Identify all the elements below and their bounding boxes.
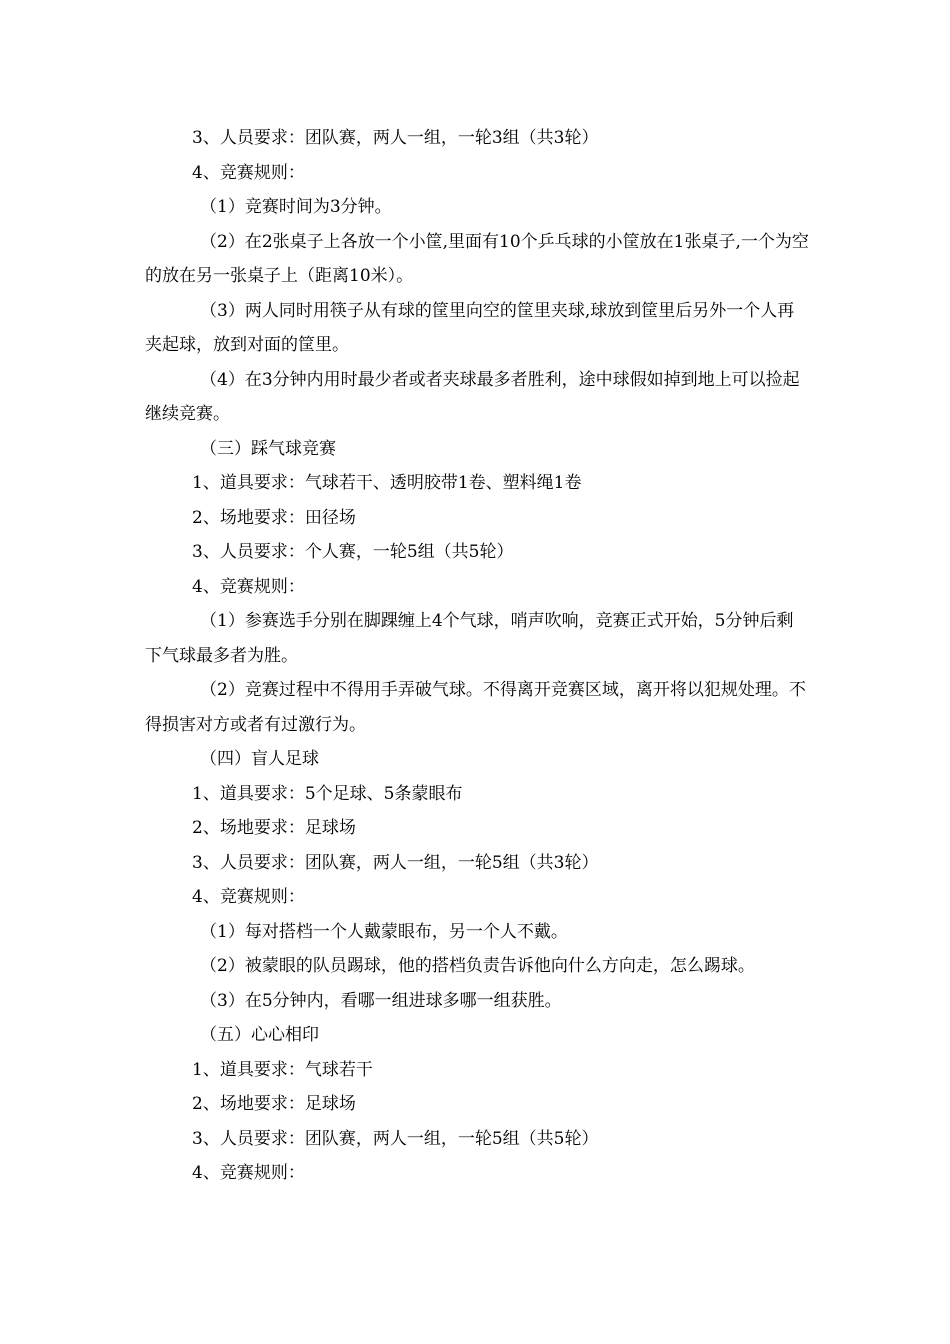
paragraph: 2、场地要求：田径场: [192, 507, 356, 528]
paragraph: （2）被蒙眼的队员踢球，他的搭档负责告诉他向什么方向走，怎么踢球。: [200, 956, 755, 976]
paragraph: （4）在3分钟内用时最少者或者夹球最多者胜利，途中球假如掉到地上可以捡起继续竞赛。: [145, 369, 800, 424]
paragraph: （四）盲人足球: [200, 749, 319, 769]
paragraph: （2）在2张桌子上各放一个小筐,里面有10个乒乓球的小筐放在1张桌子,一个为空的放在另一张桌子上（距离10米）。: [145, 231, 809, 286]
paragraph: 4、竞赛规则：: [192, 887, 305, 907]
paragraph: 4、竞赛规则：: [192, 162, 305, 183]
paragraph: （三）踩气球竞赛: [200, 438, 336, 459]
paragraph: （五）心心相印: [200, 1025, 319, 1045]
paragraph: 2、场地要求：足球场: [192, 1094, 356, 1114]
paragraph: 1、道具要求：5个足球、5条蒙眼布: [192, 783, 463, 804]
paragraph: 1、道具要求：气球若干: [192, 1059, 373, 1080]
paragraph: 4、竞赛规则：: [192, 576, 305, 597]
paragraph: （3）在5分钟内，看哪一组进球多哪一组获胜。: [200, 990, 562, 1011]
paragraph: （1）每对搭档一个人戴蒙眼布，另一个人不戴。: [200, 921, 568, 942]
paragraph: （1）参赛选手分别在脚踝缠上4个气球，哨声吹响，竞赛正式开始，5分钟后剩下气球最多者为胜。: [145, 611, 794, 666]
paragraph: （1）竞赛时间为3分钟。: [200, 197, 392, 217]
paragraph: 3、人员要求：团队赛，两人一组，一轮5组（共5轮）: [192, 1128, 599, 1149]
paragraph: 3、人员要求：团队赛，两人一组，一轮3组（共3轮）: [192, 128, 599, 148]
document-body: [145, 121, 810, 1191]
paragraph: 3、人员要求：个人赛，一轮5组（共5轮）: [192, 542, 514, 562]
paragraph: 2、场地要求：足球场: [192, 818, 356, 838]
paragraph: 1、道具要求：气球若干、透明胶带1卷、塑料绳1卷: [192, 473, 582, 493]
paragraph: （3）两人同时用筷子从有球的筐里向空的筐里夹球,球放到筐里后另外一个人再夹起球，放到对面的筐里。: [145, 300, 795, 355]
paragraph: 3、人员要求：团队赛，两人一组，一轮5组（共3轮）: [192, 852, 599, 873]
paragraph: （2）竞赛过程中不得用手弄破气球。不得离开竞赛区域，离开将以犯规处理。不得损害对方或者有过激行为。: [145, 680, 806, 735]
paragraph: 4、竞赛规则：: [192, 1163, 305, 1183]
